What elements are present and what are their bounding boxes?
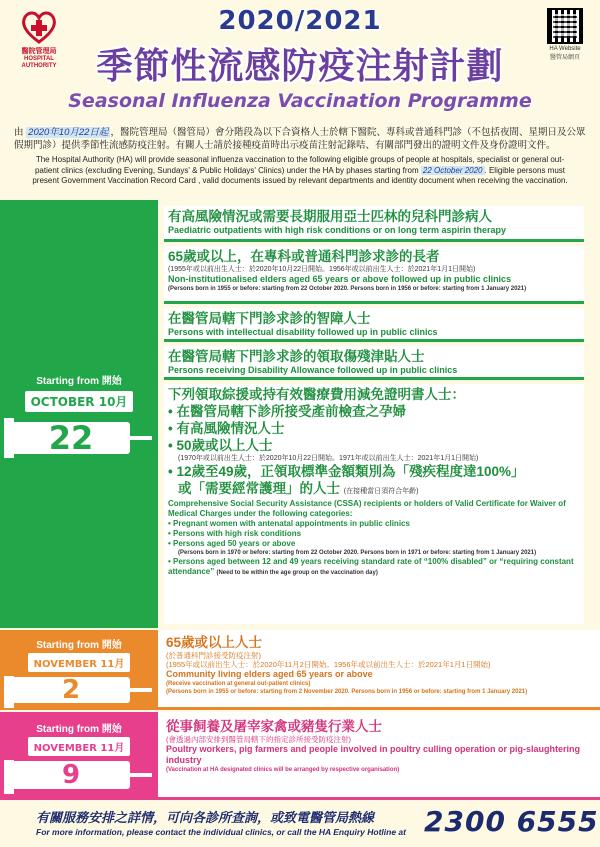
title-year: 2020/2021 — [218, 6, 382, 36]
intro-zh — [14, 126, 586, 152]
cssa-zh-head: 下列領取綜援或持有效醫療費用減免證明書人士： — [168, 387, 465, 402]
phase3-start-panel — [0, 712, 158, 800]
phase3-zh: 從事飼養及屠宰家禽或豬隻行業人士 — [166, 719, 382, 734]
phase1-item-en: Persons receiving Disability Allowance followed up in public clinics — [168, 365, 458, 375]
syringe-icon — [4, 416, 154, 460]
phase2-start-label: Starting from 開始 — [36, 640, 122, 651]
cssa-zh-b4: • 12歲至49歲，正領取標準金額類別為「殘疾程度達100%」 — [168, 464, 525, 479]
phase1-item-en: Persons with intellectual disability followed up in public clinics — [168, 327, 438, 337]
phase2-zh: 65歲或以上人士 — [166, 635, 263, 650]
phase2-start — [4, 636, 154, 708]
phase3-month: NOVEMBER 11月 — [28, 737, 131, 756]
cssa-zh-b1: • 在醫管局轄下診所接受產前檢查之孕婦 — [168, 404, 406, 419]
intro-en-date: 22 October 2020 — [422, 165, 483, 175]
qr-code-icon[interactable] — [547, 8, 583, 44]
phase1-item-en-sub: (Persons born in 1955 or before: starting from 22 October 2020. Persons born in 1956 or before: starting from 1 January 2021) — [168, 286, 527, 292]
intro-en — [30, 155, 570, 187]
phase3-section — [0, 712, 600, 800]
intro-zh-pre: 由 — [14, 127, 24, 138]
cssa-en-b4: • Persons aged between 12 and 49 years receiving standard rate of “100% disabled” or “requiring constant attendance” — [168, 557, 574, 576]
phase1-item-zh: 在醫管局轄下門診求診的領取傷殘津貼人士 — [168, 349, 425, 364]
phase1-day: 22 — [48, 419, 94, 457]
cssa-zh-b4-note: (在接種當日須符合年齡) — [343, 488, 419, 495]
title-en: Seasonal Influenza Vaccination Programme — [68, 90, 532, 112]
cssa-en-b2: • Persons with high risk conditions — [168, 529, 302, 538]
phase1-start-panel — [0, 200, 158, 628]
logo-en-1: HOSPITAL — [24, 56, 54, 62]
cssa-en-b3-sub: (Persons born in 1970 or before: starting from 22 October 2020. Persons born in 1971 or before: starting from 1 January 2021) — [178, 550, 537, 556]
phase1-month: OCTOBER 10月 — [25, 391, 134, 412]
footer-zh: 有關服務安排之詳情，可向各診所查詢，或致電醫管局熱線 — [36, 810, 375, 825]
phase2-section — [0, 630, 600, 710]
phase1-item-zh-sub: (1955年或以前出生人士：於2020年10月22日開始。1956年或以前出生人士：於2021年1月1日開始) — [168, 266, 476, 273]
qr-code[interactable] — [540, 8, 590, 61]
phase1-item-intellectual — [164, 308, 584, 342]
cssa-en-b1: • Pregnant women with antenatal appointments in public clinics — [168, 519, 410, 528]
phase1-item-disability — [164, 346, 584, 380]
phase1-item-zh: 在醫管局轄下門診求診的智障人士 — [168, 311, 371, 326]
intro-en-post: . Eligible persons must present Government Vaccination Record Card , valid documents issued by relevant departments and identity document when receiving the vaccination. — [32, 165, 568, 185]
cssa-zh-b4b: 或「需要經常護理」的人士 — [178, 481, 340, 496]
phase2-zh-sub1: (於普通科門診接受防疫注射) — [166, 651, 261, 660]
phase1-item-zh: 有高風險情況或需要長期服用亞士匹林的兒科門診病人 — [168, 209, 492, 224]
phase1-section — [0, 200, 600, 628]
phase3-zh-sub: (會透過內部安排到醫管局轄下的指定診所接受防疫注射) — [166, 735, 351, 744]
phase1-item-en: Paediatric outpatients with high risk conditions or on long term aspirin therapy — [168, 225, 507, 235]
phase3-start-label: Starting from 開始 — [36, 724, 122, 735]
phase2-en-sub1: (Receive vaccination at general out-patient clinics) — [166, 681, 311, 687]
cssa-zh-b3-sub: (1970年或以前出生人士：於2020年10月22日開始。1971年或以前出生人士：2021年1月1日開始) — [178, 455, 479, 462]
phase2-content — [158, 630, 600, 710]
phase2-start-panel — [0, 630, 158, 710]
footer — [0, 803, 600, 847]
phase1-item-paediatric — [164, 206, 584, 242]
cssa-en-b3: • Persons aged 50 years or above — [168, 539, 296, 548]
intro-zh-date: 2020年10月22日起 — [28, 127, 109, 138]
phase2-month: NOVEMBER 11月 — [28, 653, 131, 672]
phase3-start — [4, 720, 154, 794]
logo-zh: 醫院管理局 — [21, 48, 57, 55]
phase2-en: Community living elders aged 65 years or above — [166, 669, 373, 679]
phase1-start-label: Starting from 開始 — [36, 376, 122, 387]
phase1-item-en: Non-institutionalised elders aged 65 years or above followed up in public clinics — [168, 274, 512, 284]
phase2-en-sub2: (Persons born in 1955 or before: starting from 2 November 2020. Persons born in 1956 or before: starting from 1 January 2021) — [166, 689, 528, 695]
qr-label-zh: 醫管局網頁 — [549, 55, 580, 61]
phase3-day: 9 — [61, 760, 81, 790]
phase1-start — [4, 372, 154, 460]
intro-en-pre: The Hospital Authority (HA) will provide seasonal influenza vaccination to the following eligible groups of people at hospitals, specialist or general out-patient clinics (excluding Evening, Sundays' & Public Holidays' Clinics) under the HA by phases starting from — [34, 155, 565, 175]
cssa-zh-b3: • 50歲或以上人士 — [168, 438, 273, 453]
phase3-en: Poultry workers, pig farmers and people involved in poultry culling operation or pig-slaughtering industry — [166, 744, 581, 765]
phase1-item-elders — [164, 246, 584, 304]
phase1-item-zh: 65歲或以上，在專科或普通科門診求診的長者 — [168, 249, 440, 264]
cssa-en-head: Comprehensive Social Security Assistance (CSSA) recipients or holders of Valid Certificate for Waiver of Medical Charges under the following categories: — [168, 499, 566, 518]
syringe-icon — [4, 674, 154, 708]
syringe-icon — [4, 758, 154, 794]
hotline-number[interactable]: 2300 6555 — [424, 805, 599, 838]
title-zh: 季節性流感防疫注射計劃 — [96, 45, 504, 86]
phase1-item-cssa — [164, 384, 584, 624]
logo-en-2: AUTHORITY — [21, 63, 57, 69]
footer-en: For more information, please contact the individual clinics, or call the HA Enquiry Hotline at — [36, 827, 406, 837]
cssa-zh-b2: • 有高風險情況人士 — [168, 421, 285, 436]
phase3-en-sub: (Vaccination at HA designated clinics will be arranged by respective organisation) — [166, 767, 400, 773]
phase3-content — [158, 712, 600, 800]
intro-zh-post: ，醫院管理局（醫管局）會分階段為以下合資格人士於轄下醫院、專科或普通科門診（不包括夜間、星期日及公眾假期門診）提供季節性流感防疫注射。有關人士請於接種疫苗時出示疫苗注射記錄咭、有關部門發出的證明文件及身份證明文件。 — [14, 127, 586, 151]
phase2-zh-sub2: (1955年或以前出生人士：於2020年11月2日開始。1956年或以前出生人士：於2021年1月1日開始) — [166, 660, 491, 669]
qr-label-en: HA Website — [549, 46, 581, 52]
phase2-day: 2 — [61, 675, 81, 705]
cssa-en-b4-note: (Need to be within the age group on the vaccination day) — [216, 570, 378, 576]
